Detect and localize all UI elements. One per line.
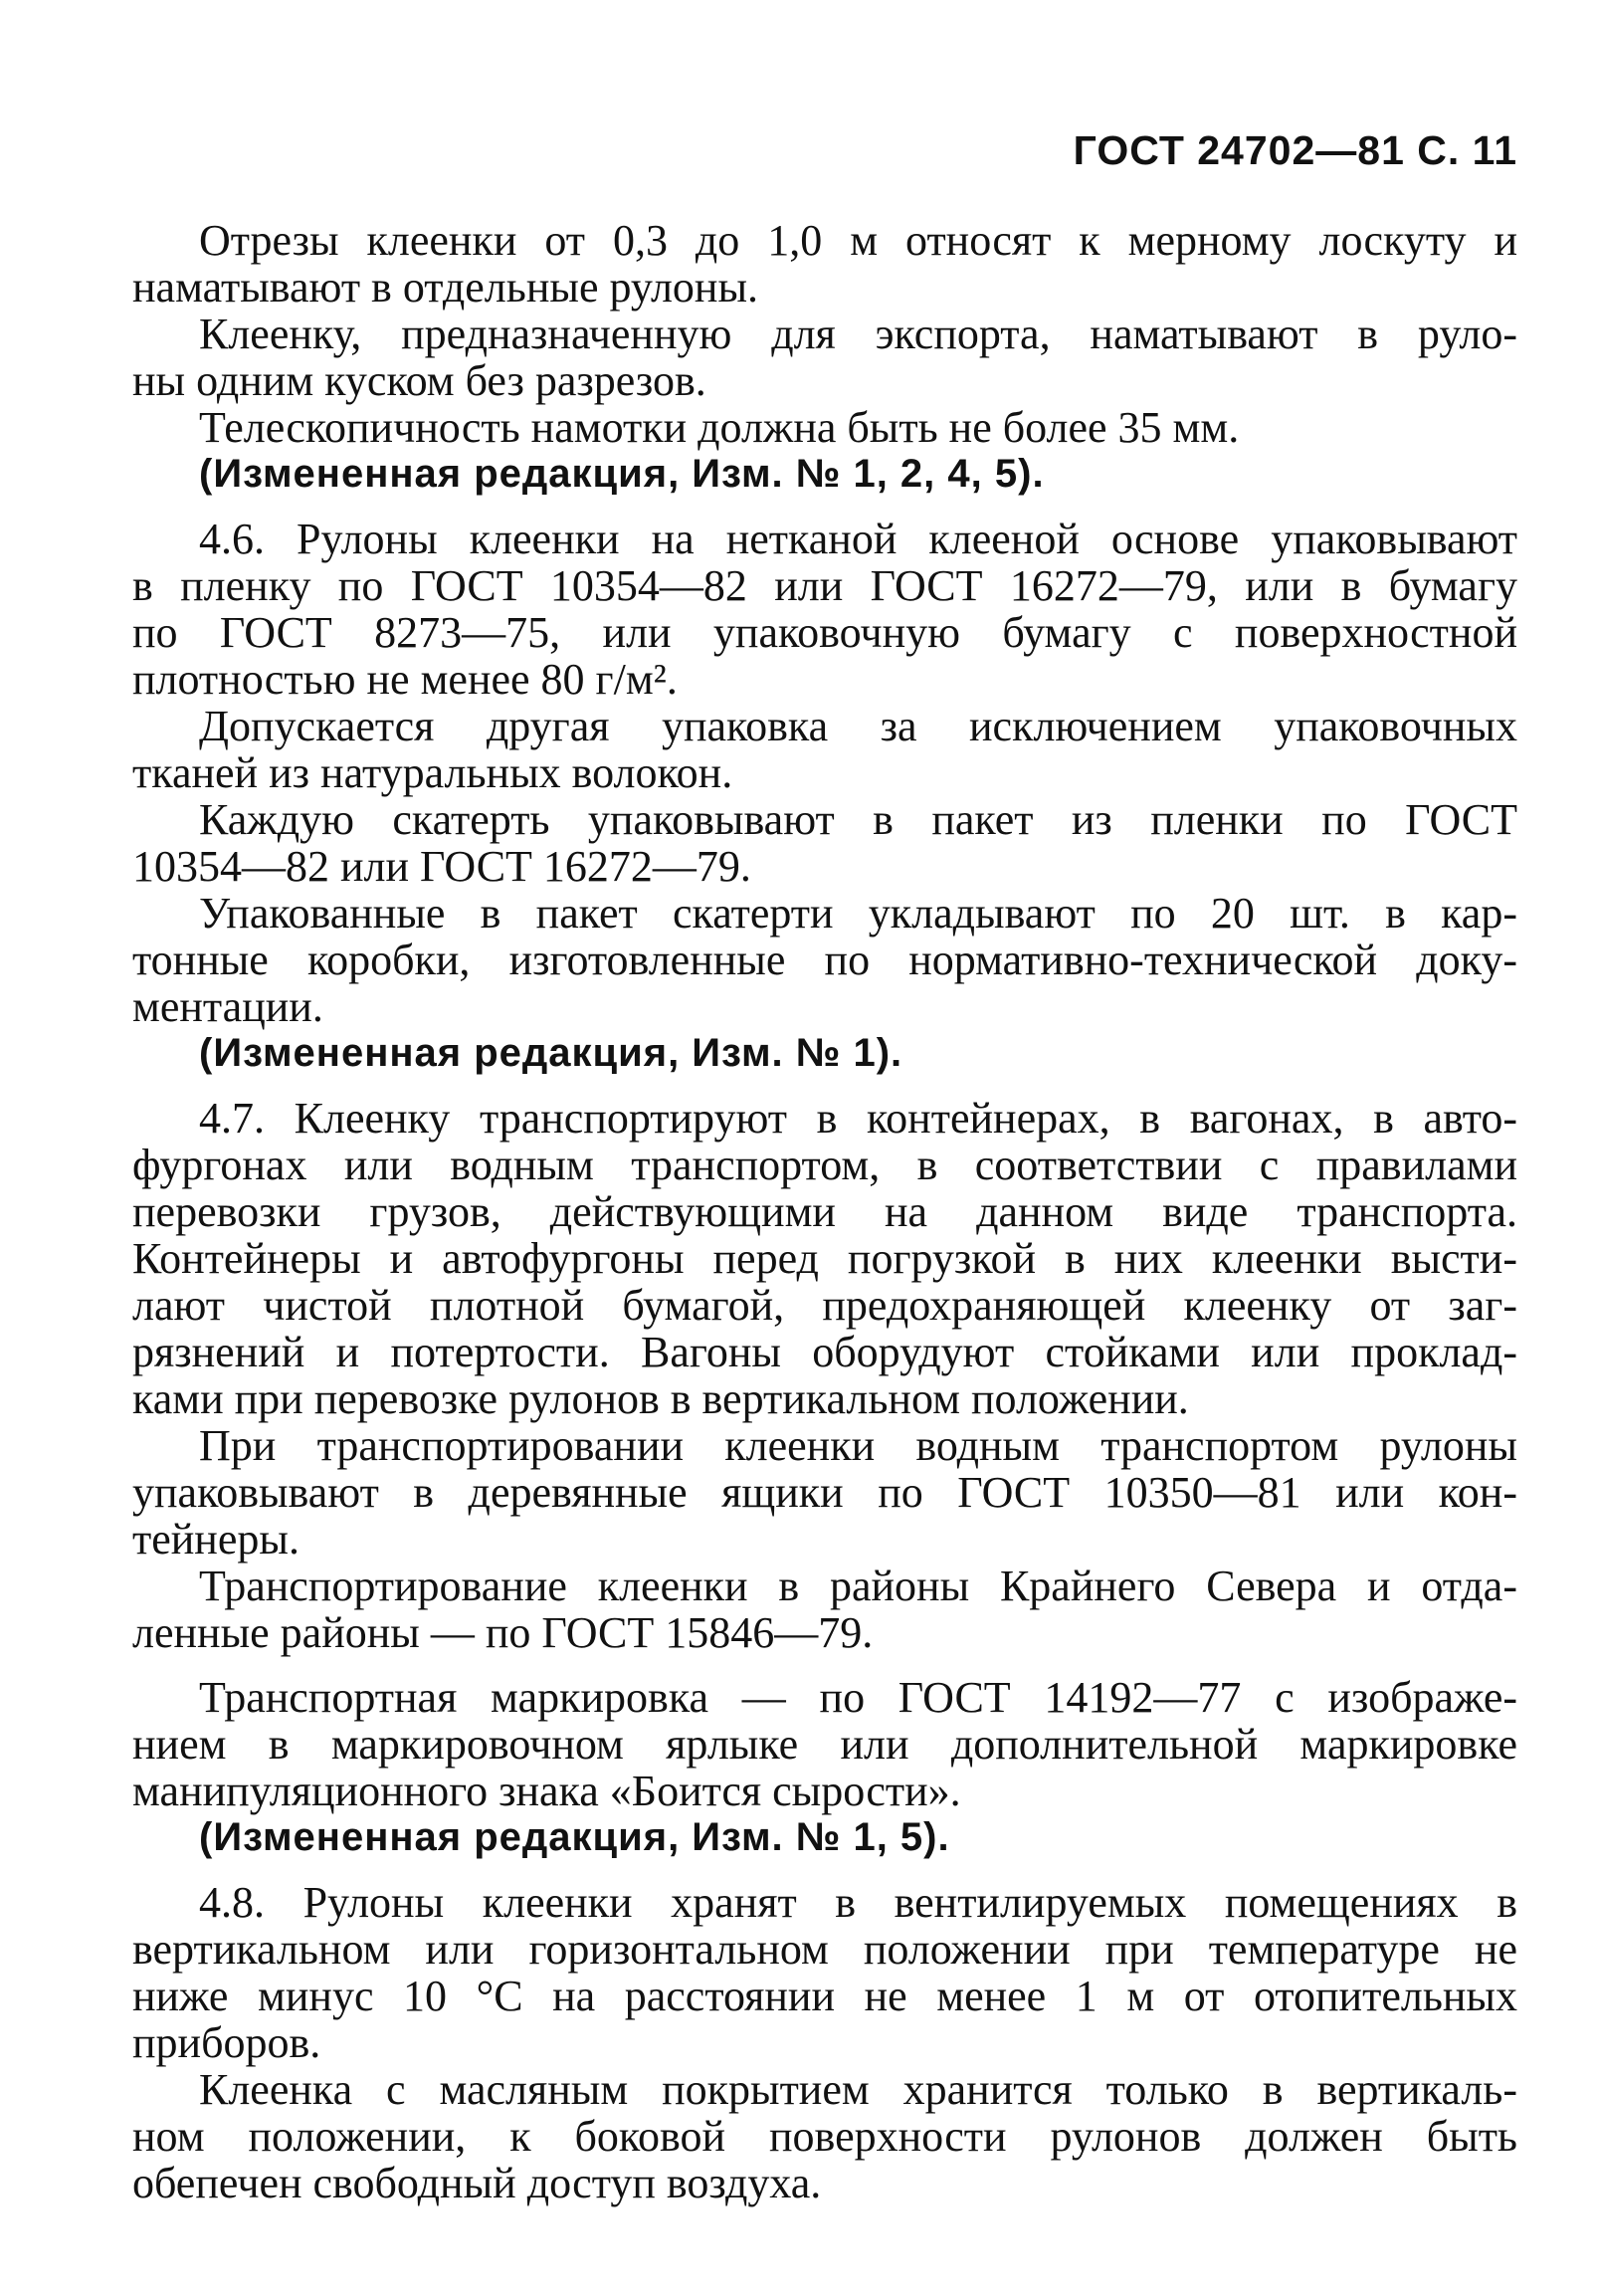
text-line: вертикальном или горизонтальном положении при температуре не bbox=[132, 1925, 1517, 1974]
text-line: 4.7. Клеенку транспортируют в контейнерах, в вагонах, в авто- bbox=[199, 1094, 1517, 1143]
text-line: Телескопичность намотки должна быть не более 35 мм. bbox=[199, 403, 1240, 452]
text-line: упаковывают в деревянные ящики по ГОСТ 10350—81 или кон- bbox=[132, 1468, 1517, 1517]
text-line: Упакованные в пакет скатерти укладывают по 20 шт. в кар- bbox=[199, 889, 1517, 938]
text-line: рязнений и потертости. Вагоны оборудуют стойками или проклад- bbox=[132, 1328, 1517, 1376]
text-line: Отрезы клеенки от 0,3 до 1,0 м относят к мерному лоскуту и bbox=[199, 216, 1517, 265]
running-head: ГОСТ 24702—81 С. 11 bbox=[1073, 127, 1517, 173]
text-line: При транспортировании клеенки водным транспортом рулоны bbox=[199, 1421, 1517, 1470]
text-line: ниже минус 10 °С на расстоянии не менее 1 м от отопительных bbox=[132, 1972, 1517, 2020]
document-body bbox=[132, 217, 1517, 2206]
text-line: 4.8. Рулоны клеенки хранят в вентилируемых помещениях в bbox=[199, 1878, 1517, 1927]
text-line: тонные коробки, изготовленные по нормативно-технической доку- bbox=[132, 936, 1517, 984]
text-line: в пленку по ГОСТ 10354—82 или ГОСТ 16272—79, или в бумагу bbox=[132, 561, 1517, 610]
text-line: 4.6. Рулоны клеенки на нетканой клееной основе упаковывают bbox=[199, 515, 1517, 563]
text-line: фургонах или водным транспортом, в соответствии с правилами bbox=[132, 1141, 1517, 1189]
text-line: Транспортирование клеенки в районы Крайнего Севера и отда- bbox=[199, 1562, 1517, 1610]
text-line: ленные районы — по ГОСТ 15846—79. bbox=[132, 1608, 874, 1657]
amendment-note-line: (Измененная редакция, Изм. № 1). bbox=[199, 1031, 903, 1075]
text-line: 10354—82 или ГОСТ 16272—79. bbox=[132, 842, 751, 891]
text-line: Транспортная маркировка — по ГОСТ 14192—77 с изображе- bbox=[199, 1673, 1517, 1722]
text-line: Каждую скатерть упаковывают в пакет из пленки по ГОСТ bbox=[199, 795, 1517, 844]
text-line: Контейнеры и автофургоны перед погрузкой в них клеенки высти- bbox=[132, 1234, 1517, 1283]
text-line: ном положении, к боковой поверхности рулонов должен быть bbox=[132, 2112, 1517, 2161]
text-line: Допускается другая упаковка за исключением упаковочных bbox=[199, 702, 1517, 750]
text-line: Клеенка с масляным покрытием хранится только в вертикаль- bbox=[199, 2065, 1517, 2114]
text-line: плотностью не менее 80 г/м². bbox=[132, 655, 678, 704]
text-line: приборов. bbox=[132, 2018, 321, 2067]
text-line: нием в маркировочном ярлыке или дополнительной маркировке bbox=[132, 1720, 1517, 1769]
text-line: ментации. bbox=[132, 982, 323, 1031]
amendment-note-line: (Измененная редакция, Изм. № 1, 2, 4, 5). bbox=[199, 452, 1045, 496]
text-line: перевозки грузов, действующими на данном виде транспорта. bbox=[132, 1187, 1517, 1236]
text-line: ны одним куском без разрезов. bbox=[132, 356, 706, 405]
text-line: Клеенку, предназначенную для экспорта, наматывают в руло- bbox=[199, 310, 1517, 358]
text-line: по ГОСТ 8273—75, или упаковочную бумагу с поверхностной bbox=[132, 608, 1517, 657]
amendment-note-line: (Измененная редакция, Изм. № 1, 5). bbox=[199, 1815, 950, 1859]
text-line: ками при перевозке рулонов в вертикальном положении. bbox=[132, 1374, 1189, 1423]
text-line: тейнеры. bbox=[132, 1515, 299, 1564]
text-line: тканей из натуральных волокон. bbox=[132, 748, 733, 797]
text-line: лают чистой плотной бумагой, предохраняющей клеенку от заг- bbox=[132, 1281, 1517, 1330]
text-line: манипуляционного знака «Боится сырости». bbox=[132, 1767, 961, 1815]
text-line: наматывают в отдельные рулоны. bbox=[132, 263, 759, 312]
text-line: обепечен свободный доступ воздуха. bbox=[132, 2159, 822, 2207]
